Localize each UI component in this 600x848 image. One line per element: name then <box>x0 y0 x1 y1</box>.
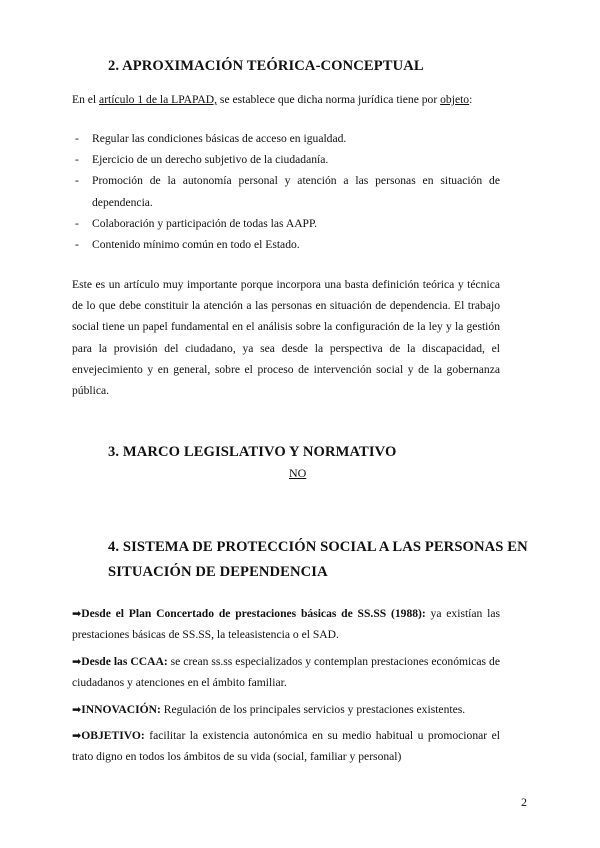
list-item <box>72 170 500 212</box>
list-item <box>72 128 500 149</box>
list-item-text: Contenido mínimo común en todo el Estado. <box>92 238 300 252</box>
point-ccaa <box>72 651 500 693</box>
point-objetivo <box>72 725 500 767</box>
section-4-heading: 4. SISTEMA DE PROTECCIÓN SOCIAL A LAS PERSONAS EN SITUACIÓN DE DEPENDENCIA <box>108 539 528 580</box>
intro-suffix: : <box>469 93 473 106</box>
point-text: se crean ss.ss especializados y contemplan prestaciones económicas de ciudadanos y atenciones en el ámbito familiar. <box>72 655 500 690</box>
list-item <box>72 234 500 255</box>
arrow-right-icon: ➡ <box>72 607 82 620</box>
section-2-intro <box>72 89 472 110</box>
intro-middle: se establece que dicha norma jurídica tiene por <box>217 93 441 106</box>
point-innovacion <box>72 699 500 720</box>
dash-marker: - <box>75 153 79 167</box>
section-3-no: NO <box>289 466 307 480</box>
list-item <box>72 149 500 170</box>
point-bold: INNOVACIÓN: <box>81 703 161 716</box>
list-item <box>72 213 500 234</box>
dash-marker: - <box>75 132 79 145</box>
point-bold: OBJETIVO: <box>81 729 145 742</box>
objectives-list <box>72 128 500 255</box>
arrow-right-icon: ➡ <box>72 729 82 742</box>
objeto-underlined: objeto <box>440 93 470 106</box>
point-text: Regulación de los principales servicios y prestaciones existentes. <box>160 703 466 716</box>
list-item-text: Promoción de la autonomía personal y atención a las personas en situación de dependencia. <box>92 174 500 209</box>
arrow-right-icon: ➡ <box>72 655 82 668</box>
page-number: 2 <box>521 795 527 809</box>
dash-marker: - <box>75 216 79 230</box>
list-item-text: Ejercicio de un derecho subjetivo de la ciudadanía. <box>92 153 329 167</box>
dash-marker: - <box>75 238 79 252</box>
point-text: facilitar la existencia autonómica en su medio habitual u promocionar el trato digno en todos los ámbitos de su vida (social, familiar y personal) <box>72 729 500 764</box>
point-bold: Desde las CCAA: <box>81 655 168 668</box>
dash-marker: - <box>75 174 79 188</box>
point-text: ya existían las prestaciones básicas de SS.SS, la teleasistencia o el SAD. <box>72 607 500 642</box>
list-item-text: Regular las condiciones básicas de acceso en igualdad. <box>92 132 347 145</box>
arrow-right-icon: ➡ <box>72 703 82 716</box>
section-3-heading: 3. MARCO LEGISLATIVO Y NORMATIVO <box>108 444 397 460</box>
section-2-paragraph: Este es un artículo muy importante porque incorpora una basta definición teórica y técnica de lo que debe constituir la atención a las personas en situación de dependencia. El trabajo social tiene un papel fundamental en el análisis sobre la configuración de la ley y la gestión para la provisión del ciudadano, ya sea desde la perspectiva de la discapacidad, el envejecimiento y en general, sobre el proceso de intervención social y de la gobernanza pública. <box>72 278 500 398</box>
article-reference-link: artículo 1 de la LPAPAD, <box>99 93 218 106</box>
list-item-text: Colaboración y participación de todas las AAPP. <box>92 216 318 230</box>
intro-prefix: En el <box>72 93 100 106</box>
point-bold: Desde el Plan Concertado de prestaciones básicas de SS.SS (1988): <box>81 607 426 620</box>
section-2-heading: 2. APROXIMACIÓN TEÓRICA-CONCEPTUAL <box>108 58 424 74</box>
point-plan-concertado <box>72 603 500 645</box>
